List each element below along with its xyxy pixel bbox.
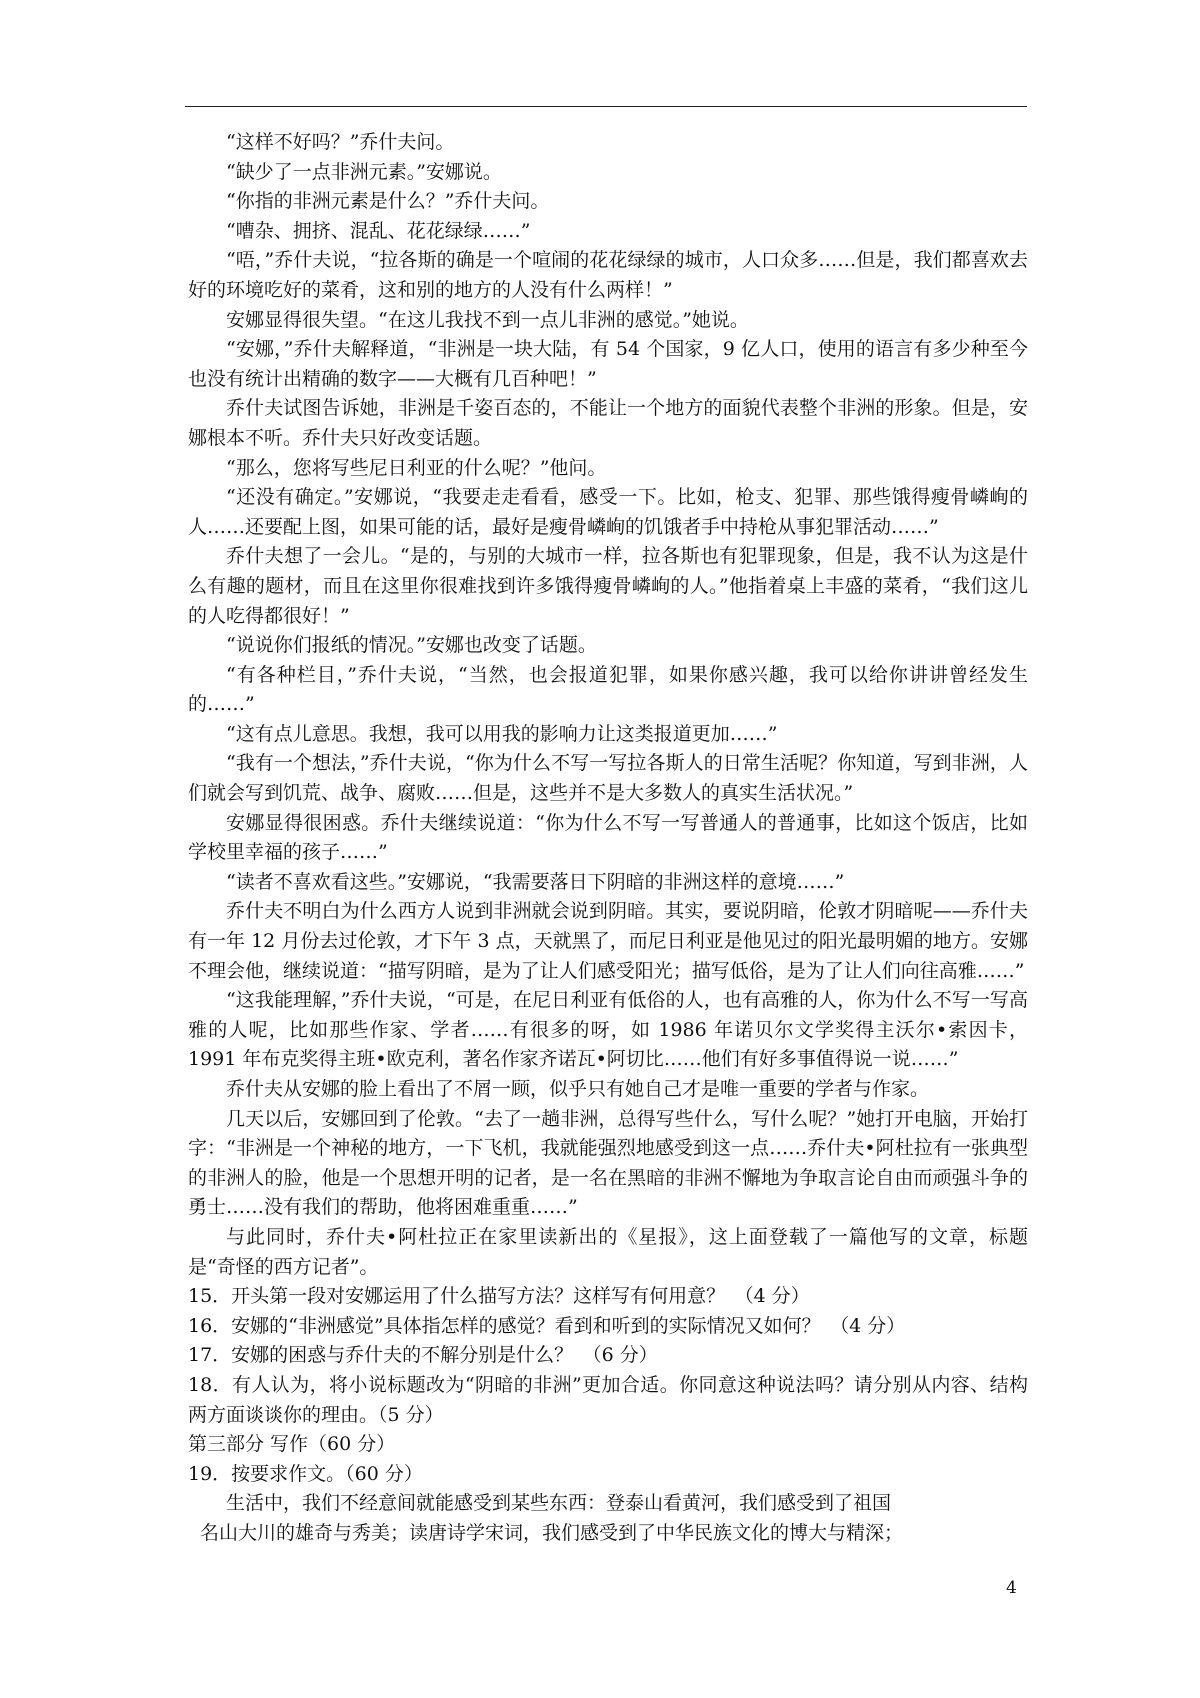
- question-19: 19．按要求作文。（60 分）: [188, 1462, 423, 1485]
- story-paragraph-21: 几天以后，安娜回到了伦敦。“去了一趟非洲，总得写些什么，写什么呢？”她打开电脑，开始打字：“非洲是一个神秘的地方，一下飞机，我就能强烈地感受到这一点……乔什夫•阿杜拉有一张典型的非洲人的脸，他是一个思想开明的记者，是一名在黑暗的非洲不懈地为争取言论自由而顽强斗争的勇士……没有我们的帮助，他将困难重重……”: [188, 1107, 1028, 1219]
- story-paragraph-18: 乔什夫不明白为什么西方人说到非洲就会说到阴暗。其实，要说阴暗，伦敦才阴暗呢——乔什夫有一年 12 月份去过伦敦，才下午 3 点，天就黑了，而尼日利亚是他见过的阳光最明媚的地方。安娜不理会他，继续说道：“描写阴暗，是为了让人们感受阳光；描写低俗，是为了让人们向往高雅……”: [188, 900, 1028, 982]
- story-paragraph-6: 安娜显得很失望。“在这儿我找不到一点儿非洲的感觉。”她说。: [226, 308, 749, 331]
- story-paragraph-22: 与此同时，乔什夫•阿杜拉正在家里读新出的《星报》，这上面登载了一篇他写的文章，标题是“奇怪的西方记者”。: [188, 1225, 1028, 1278]
- question-16: 16．安娜的“非洲感觉”具体指怎样的感觉？看到和听到的实际情况又如何？ （4 分）: [188, 1314, 906, 1337]
- story-paragraph-8: 乔什夫试图告诉她，非洲是千姿百态的，不能让一个地方的面貌代表整个非洲的形象。但是，安娜根本不听。乔什夫只好改变话题。: [188, 397, 1028, 449]
- question-17: 17．安娜的困惑与乔什夫的不解分别是什么？ （6 分）: [188, 1344, 658, 1367]
- story-paragraph-7: “安娜，”乔什夫解释道，“非洲是一块大陆，有 54 个国家，9 亿人口，使用的语言有多少种至今也没有统计出精确的数字——大概有几百种吧！”: [188, 338, 1028, 390]
- page-content: [188, 128, 1028, 1549]
- story-paragraph-20: 乔什夫从安娜的脸上看出了不屑一顾，似乎只有她自己才是唯一重要的学者与作家。: [226, 1078, 930, 1100]
- story-paragraph-5: “唔，”乔什夫说，“拉各斯的确是一个喧闹的花花绿绿的城市，人口众多……但是，我们都喜欢去好的环境吃好的菜肴，这和别的地方的人没有什么两样！”: [188, 249, 1028, 301]
- writing-prompt: 生活中，我们不经意间就能感受到某些东西：登泰山看黄河，我们感受到了祖国: [226, 1492, 892, 1515]
- story-paragraph-12: “说说你们报纸的情况。”安娜也改变了话题。: [226, 634, 597, 657]
- writing-prompt-continued: 名山大川的雄奇与秀美；读唐诗学宋词，我们感受到了中华民族文化的博大与精深；: [200, 1521, 904, 1544]
- story-paragraph-10: “还没有确定。”安娜说，“我要走走看看，感受一下。比如，枪支、犯罪、那些饿得瘦骨嶙峋的人……还要配上图，如果可能的话，最好是瘦骨嶙峋的饥饿者手中持枪从事犯罪活动……”: [188, 486, 1028, 538]
- story-paragraph-9: “那么，您将写些尼日利亚的什么呢？”他问。: [226, 456, 607, 479]
- story-paragraph-19: “这我能理解，”乔什夫说，“可是，在尼日利亚有低俗的人，也有高雅的人，你为什么不写一写高雅的人呢，比如那些作家、学者……有很多的呀，如 1986 年诺贝尔文学奖得主沃尔•索因卡，1991 年布克奖得主班•欧克利，著名作家齐诺瓦•阿切比……他们有好多事值得说一说……”: [188, 989, 1028, 1071]
- question-15: 15．开头第一段对安娜运用了什么描写方法？这样写有何用意？ （4 分）: [188, 1285, 810, 1308]
- header-rule: [185, 106, 1027, 107]
- story-paragraph-11: 乔什夫想了一会儿。“是的，与别的大城市一样，拉各斯也有犯罪现象，但是，我不认为这是什么有趣的题材，而且在这里你很难找到许多饿得瘦骨嶙峋的人。”他指着桌上丰盛的菜肴，“我们这儿的人吃得都很好！”: [188, 545, 1028, 627]
- story-paragraph-16: 安娜显得很困惑。乔什夫继续说道：“你为什么不写一写普通人的普通事，比如这个饭店，比如学校里幸福的孩子……”: [188, 811, 1028, 864]
- page-number: 4: [1006, 1578, 1017, 1598]
- story-paragraph-14: “这有点儿意思。我想，我可以用我的影响力让这类报道更加……”: [226, 722, 778, 745]
- story-paragraph-4: “嘈杂、拥挤、混乱、花花绿绿……”: [226, 219, 531, 242]
- story-paragraph-17: “读者不喜欢看这些。”安娜说，“我需要落日下阴暗的非洲这样的意境……”: [226, 870, 845, 893]
- story-paragraph-2: “缺少了一点非洲元素。”安娜说。: [226, 160, 502, 183]
- question-18: 18．有人认为，将小说标题改为“阴暗的非洲”更加合适。你同意这种说法吗？请分别从内容、结构两方面谈谈你的理由。（5 分）: [188, 1373, 1028, 1426]
- story-paragraph-13: “有各种栏目，”乔什夫说，“当然，也会报道犯罪，如果你感兴趣，我可以给你讲讲曾经发生的……”: [188, 663, 1028, 716]
- section-title: 第三部分 写作（60 分）: [188, 1433, 396, 1456]
- story-paragraph-15: “我有一个想法，”乔什夫说，“你为什么不写一写拉各斯人的日常生活呢？你知道，写到非洲，人们就会写到饥荒、战争、腐败……但是，这些并不是大多数人的真实生活状况。”: [188, 752, 1028, 805]
- story-paragraph-3: “你指的非洲元素是什么？”乔什夫问。: [226, 190, 550, 213]
- story-paragraph-1: “这样不好吗？”乔什夫问。: [226, 131, 455, 153]
